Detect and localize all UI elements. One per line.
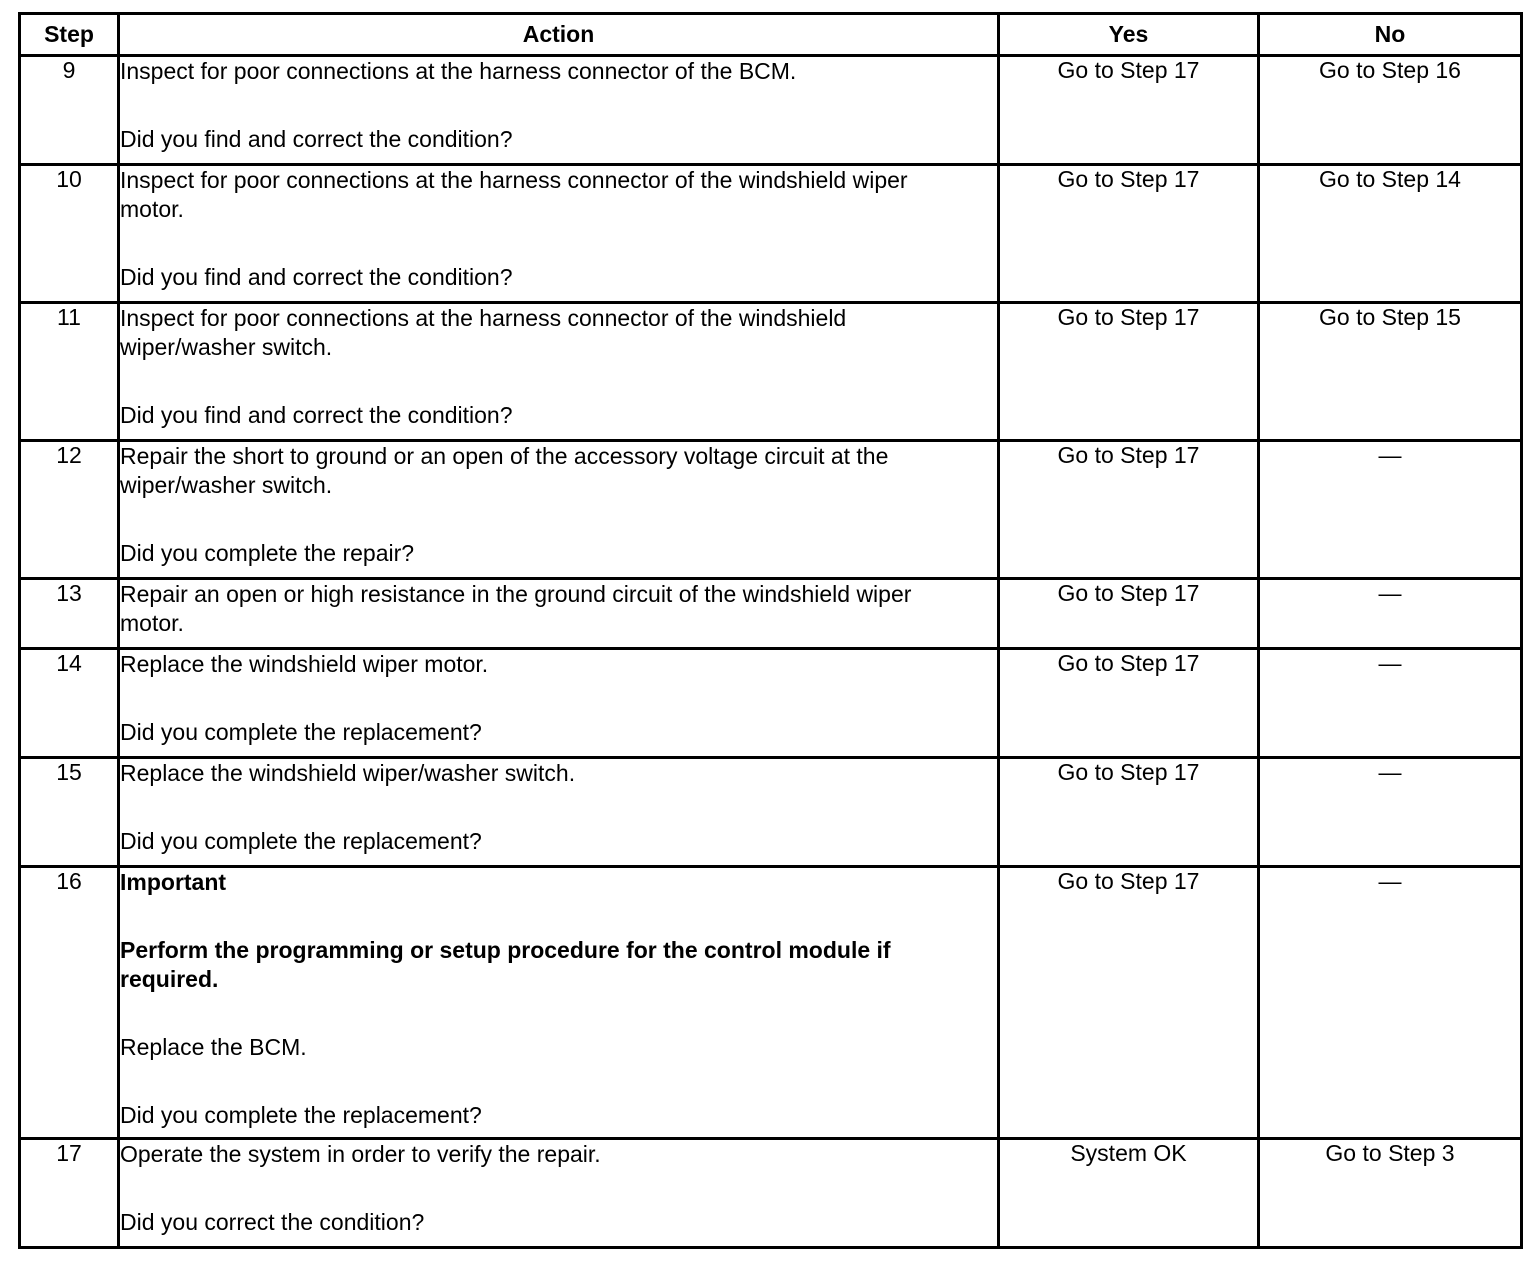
question-text: Did you complete the replacement?: [120, 1102, 482, 1128]
action-text: wiper/washer switch.: [120, 334, 333, 360]
step-number: 9: [20, 56, 119, 165]
step-number: 16: [20, 867, 119, 1139]
header-row: [20, 14, 1522, 56]
important-text: Perform the programming or setup procedure for the control module if: [120, 937, 891, 963]
yes-cell: Go to Step 17: [999, 867, 1259, 1139]
table-row: [20, 303, 1522, 441]
yes-cell: Go to Step 17: [999, 441, 1259, 579]
table-row: [20, 165, 1522, 303]
yes-cell: Go to Step 17: [999, 649, 1259, 758]
action-cell: [119, 867, 999, 1139]
action-text: motor.: [120, 610, 184, 636]
no-cell: Go to Step 16: [1259, 56, 1522, 165]
table-row: [20, 441, 1522, 579]
step-number: 12: [20, 441, 119, 579]
yes-cell: Go to Step 17: [999, 165, 1259, 303]
question-text: Did you find and correct the condition?: [120, 264, 513, 290]
no-cell: —: [1259, 441, 1522, 579]
no-cell: —: [1259, 867, 1522, 1139]
table-row: [20, 1139, 1522, 1248]
action-cell: [119, 1139, 999, 1248]
yes-cell: System OK: [999, 1139, 1259, 1248]
table-row: [20, 867, 1522, 1139]
header-step: Step: [20, 14, 119, 56]
action-cell: [119, 441, 999, 579]
yes-cell: Go to Step 17: [999, 303, 1259, 441]
table-row: [20, 649, 1522, 758]
action-cell: [119, 165, 999, 303]
action-text: wiper/washer switch.: [120, 472, 333, 498]
question-text: Did you find and correct the condition?: [120, 402, 513, 428]
action-cell: [119, 649, 999, 758]
diagnostic-table: [18, 12, 1523, 1249]
question-text: Did you complete the replacement?: [120, 719, 482, 745]
no-cell: Go to Step 3: [1259, 1139, 1522, 1248]
diagnostic-table-container: [18, 12, 1520, 1249]
question-text: Did you find and correct the condition?: [120, 126, 513, 152]
question-text: Did you complete the repair?: [120, 540, 415, 566]
table-row: [20, 579, 1522, 649]
action-text: Repair an open or high resistance in the ground circuit of the windshield wiper: [120, 581, 912, 607]
action-text: Inspect for poor connections at the harness connector of the BCM.: [120, 58, 797, 84]
action-text: Operate the system in order to verify the repair.: [120, 1141, 601, 1167]
action-text: motor.: [120, 196, 184, 222]
table-row: [20, 758, 1522, 867]
step-number: 13: [20, 579, 119, 649]
no-cell: —: [1259, 579, 1522, 649]
header-no: No: [1259, 14, 1522, 56]
important-text: required.: [120, 966, 219, 992]
step-number: 14: [20, 649, 119, 758]
no-cell: Go to Step 14: [1259, 165, 1522, 303]
no-cell: Go to Step 15: [1259, 303, 1522, 441]
yes-cell: Go to Step 17: [999, 56, 1259, 165]
step-number: 15: [20, 758, 119, 867]
yes-cell: Go to Step 17: [999, 579, 1259, 649]
action-text: Replace the windshield wiper/washer switch.: [120, 760, 576, 786]
step-number: 17: [20, 1139, 119, 1248]
no-cell: —: [1259, 649, 1522, 758]
header-yes: Yes: [999, 14, 1259, 56]
question-text: Did you complete the replacement?: [120, 828, 482, 854]
action-cell: [119, 303, 999, 441]
yes-cell: Go to Step 17: [999, 758, 1259, 867]
action-text: Replace the BCM.: [120, 1034, 307, 1060]
header-action: Action: [119, 14, 999, 56]
action-text: Replace the windshield wiper motor.: [120, 651, 489, 677]
action-cell: [119, 758, 999, 867]
no-cell: —: [1259, 758, 1522, 867]
table-row: [20, 56, 1522, 165]
action-text: Inspect for poor connections at the harness connector of the windshield wiper: [120, 167, 908, 193]
important-label: Important: [120, 869, 227, 895]
step-number: 11: [20, 303, 119, 441]
action-text: Repair the short to ground or an open of the accessory voltage circuit at the: [120, 443, 889, 469]
question-text: Did you correct the condition?: [120, 1209, 425, 1235]
action-text: Inspect for poor connections at the harness connector of the windshield: [120, 305, 847, 331]
action-cell: [119, 56, 999, 165]
action-cell: [119, 579, 999, 649]
step-number: 10: [20, 165, 119, 303]
